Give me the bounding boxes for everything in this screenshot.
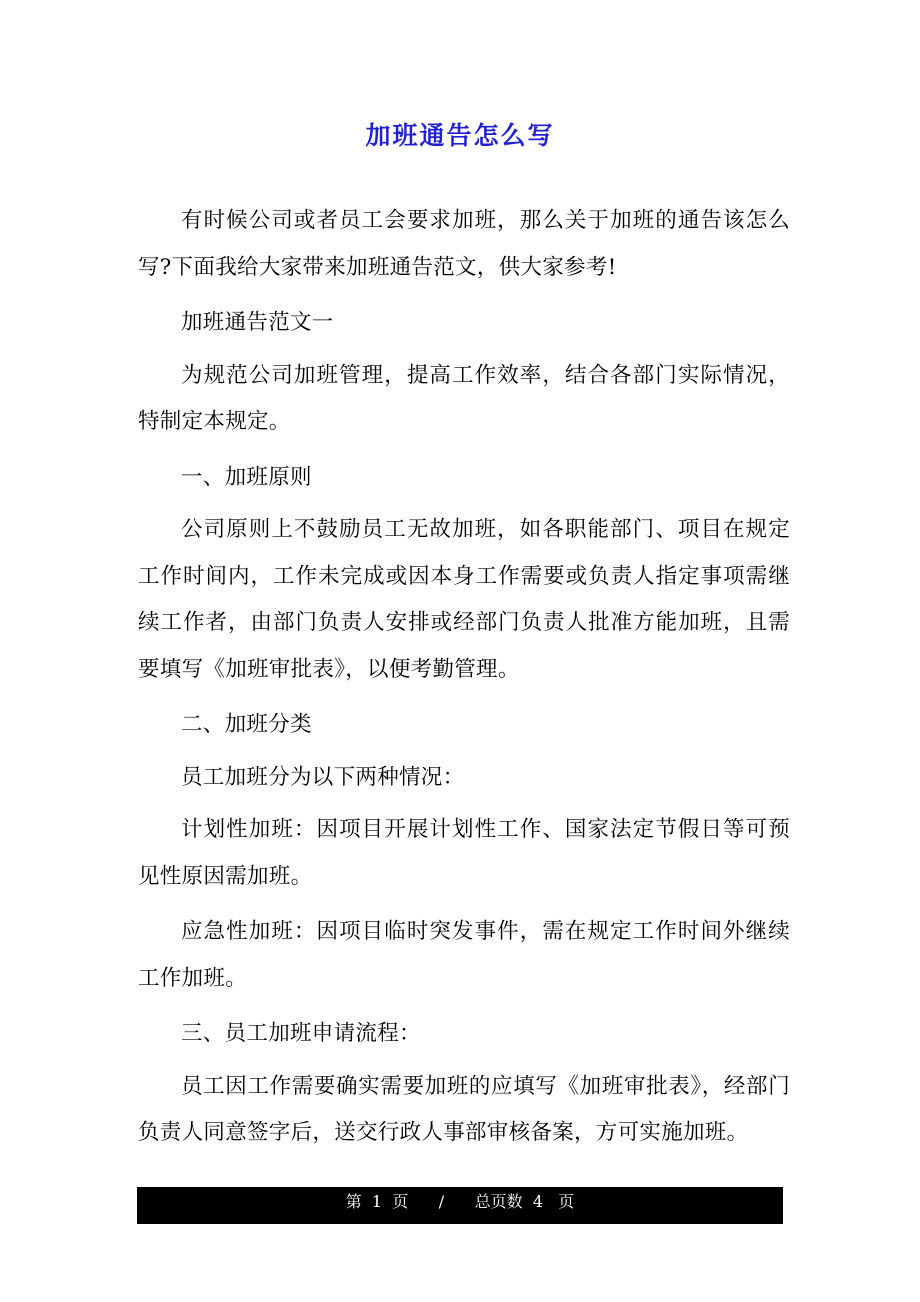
paragraph-principles: 公司原则上不鼓励员工无故加班，如各职能部门、项目在规定工作时间内，工作未完成或因本身工作需要或负责人指定事项需继续工作者，由部门负责人安排或经部门负责人批准方能加班，且需要填写《加班审批表》，以便考勤管理。 [138, 517, 790, 682]
section-heading-application-process: 三、员工加班申请流程： [181, 1021, 421, 1046]
section-heading-categories: 二、加班分类 [181, 712, 312, 737]
page-footer [137, 1187, 783, 1224]
paragraph-emergency-overtime: 应急性加班：因项目临时突发事件，需在规定工作时间外继续工作加班。 [138, 919, 790, 991]
footer-total-pages: 总页数 4 页 [474, 1192, 575, 1211]
footer-page-number: 第 1 页 [345, 1192, 409, 1211]
paragraph-purpose: 为规范公司加班管理，提高工作效率，结合各部门实际情况，特制定本规定。 [138, 362, 790, 434]
section-heading-sample-one: 加班通告范文一 [181, 310, 334, 335]
section-heading-principles: 一、加班原则 [181, 464, 312, 490]
paragraph-planned-overtime: 计划性加班：因项目开展计划性工作、国家法定节假日等可预见性原因需加班。 [138, 817, 790, 889]
document-body [138, 198, 790, 1166]
paragraph-application-process: 员工因工作需要确实需要加班的应填写《加班审批表》，经部门负责人同意签字后，送交行政人事部审核备案，方可实施加班。 [138, 1073, 790, 1145]
paragraph-categories-intro: 员工加班分为以下两种情况： [181, 764, 465, 790]
paragraph-intro: 有时候公司或者员工会要求加班，那么关于加班的通告该怎么写?下面我给大家带来加班通告范文，供大家参考! [138, 208, 790, 280]
footer-separator: / [438, 1192, 445, 1211]
document-title: 加班通告怎么写 [365, 121, 555, 150]
